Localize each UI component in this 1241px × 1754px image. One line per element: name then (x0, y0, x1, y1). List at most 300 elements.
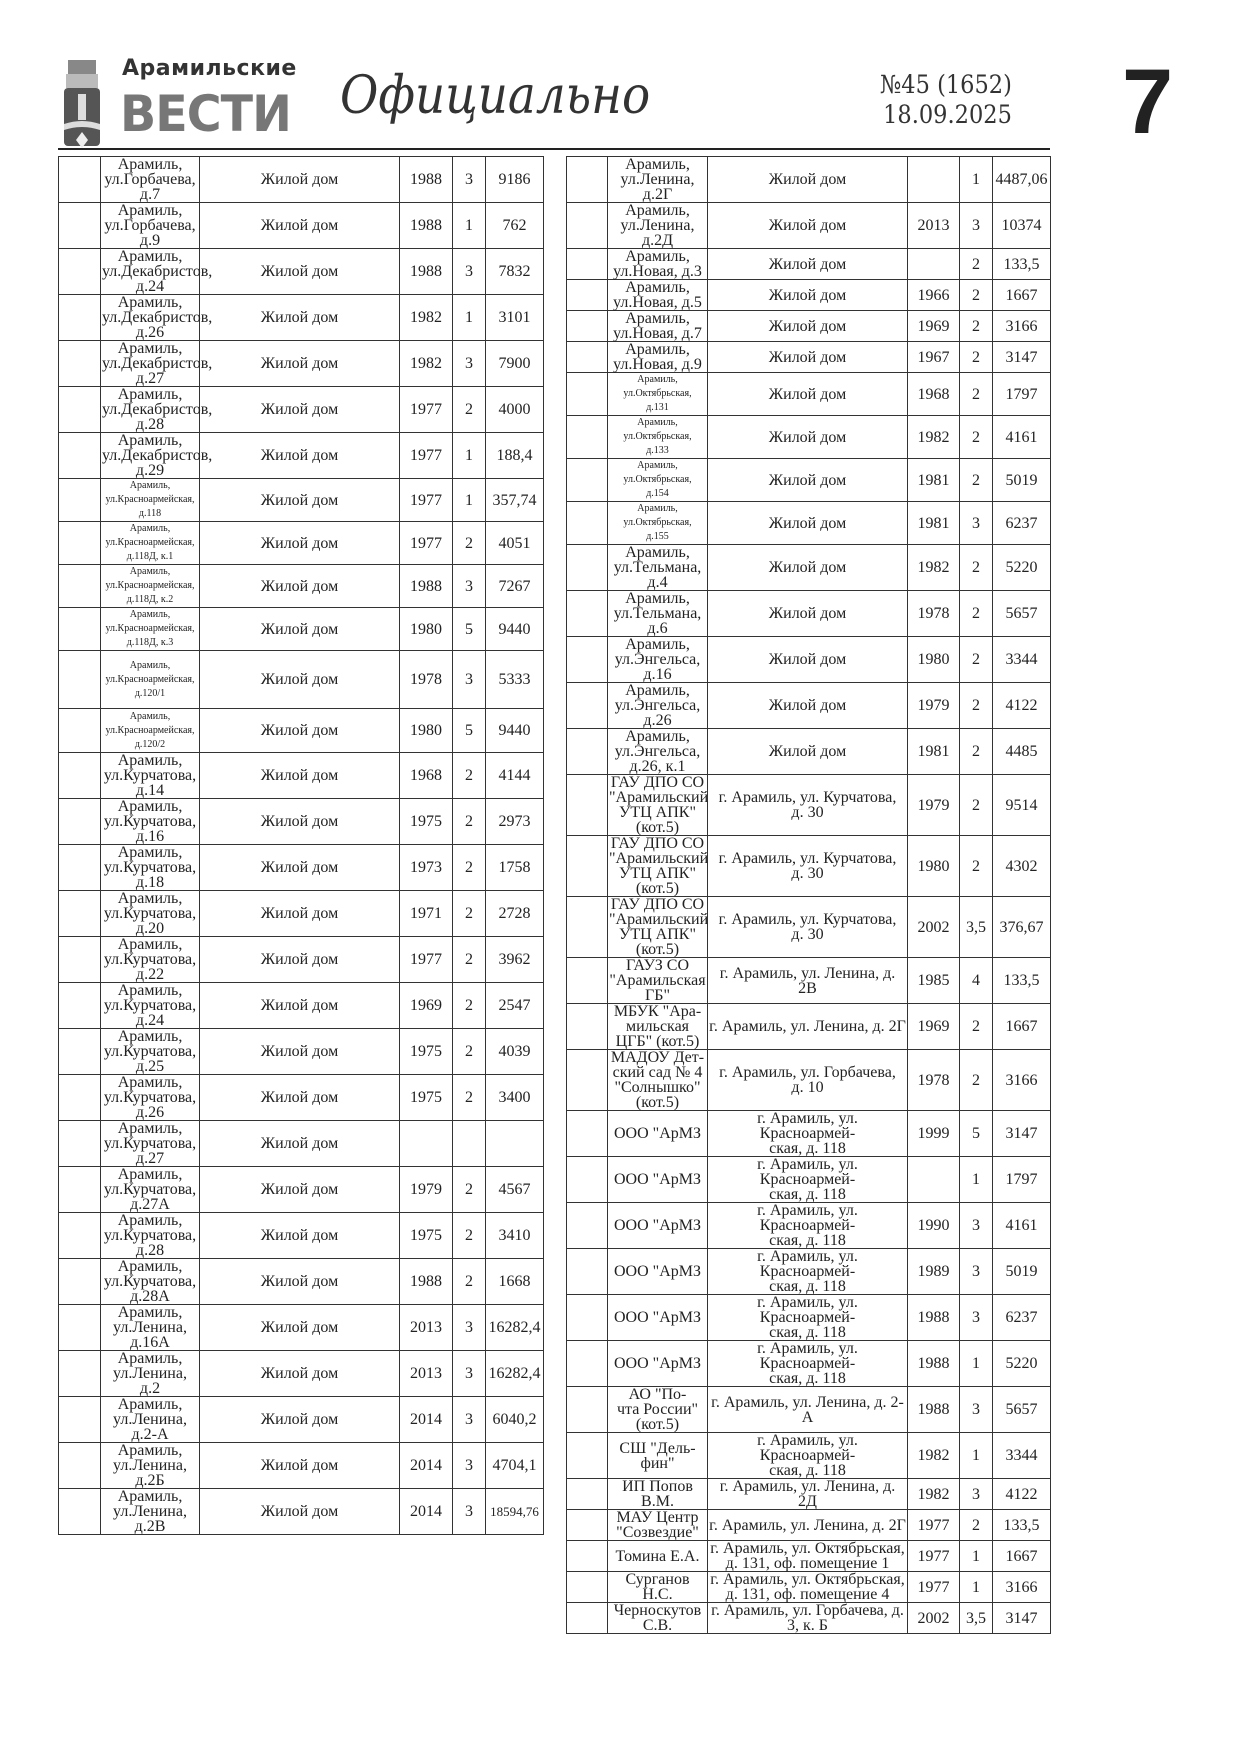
owner-address-cell: ГАУ ДПО СО "Арамильский УТЦ АПК" (кот.5) (609, 835, 709, 897)
owner-address-cell: Арамиль, ул.Красноармейская, д.120/2 (101, 709, 200, 753)
object-cell: г. Арамиль, ул. Ленина, д. 2Г (708, 1510, 908, 1541)
row-index-cell (59, 753, 101, 799)
row-index-cell (59, 845, 101, 891)
owner-address-cell: Арамиль, ул.Декабристов, д.29 (102, 432, 213, 479)
category-cell: 3 (453, 1443, 486, 1489)
owner-address-cell: Арамиль, ул.Октябрьская, д.131 (608, 373, 708, 416)
object-cell: Жилой дом (200, 565, 400, 608)
object-cell: Жилой дом (200, 295, 400, 341)
table-row (567, 1572, 1051, 1603)
year-cell: 1981 (908, 502, 960, 545)
year-cell: 1988 (908, 1387, 960, 1433)
year-cell: 2014 (400, 1489, 453, 1535)
table-row (59, 1397, 544, 1443)
owner-address-cell: Арамиль, ул.Горбачева, д.7 (101, 157, 200, 203)
row-index-cell (567, 416, 608, 459)
table-row (59, 845, 544, 891)
value-cell: 1797 (993, 373, 1051, 416)
value-cell (486, 1121, 544, 1167)
year-cell: 1975 (400, 1075, 453, 1121)
row-index-cell (567, 1572, 608, 1603)
year-cell: 1982 (400, 341, 453, 387)
category-cell: 3 (960, 1387, 993, 1433)
year-cell: 1979 (908, 683, 960, 729)
value-cell: 5333 (486, 651, 544, 709)
table-row (59, 1259, 544, 1305)
object-cell: Жилой дом (200, 249, 400, 295)
row-index-cell (59, 983, 101, 1029)
row-index-cell (59, 1121, 101, 1167)
row-index-cell (59, 1489, 101, 1535)
row-index-cell (567, 897, 608, 958)
table-row (59, 565, 544, 608)
row-index-cell (567, 1111, 608, 1157)
category-cell: 2 (453, 983, 486, 1029)
category-cell: 3 (960, 1203, 993, 1249)
value-cell: 3147 (993, 1111, 1051, 1157)
object-cell: Жилой дом (200, 651, 400, 709)
year-cell: 1977 (908, 1572, 960, 1603)
category-cell: 2 (960, 342, 993, 373)
owner-address-cell: Арамиль, ул.Горбачева, д.9 (101, 203, 200, 249)
year-cell: 2014 (400, 1397, 453, 1443)
row-index-cell (59, 1029, 101, 1075)
row-index-cell (567, 502, 608, 545)
object-cell: Жилой дом (200, 709, 400, 753)
row-index-cell (567, 836, 608, 897)
value-cell: 1797 (993, 1157, 1051, 1203)
value-cell: 1758 (486, 845, 544, 891)
table-row (59, 937, 544, 983)
owner-address-cell: Арамиль, ул.Тельмана, д.6 (608, 591, 708, 637)
category-cell: 2 (453, 845, 486, 891)
table-row (59, 433, 544, 479)
year-cell: 1988 (908, 1341, 960, 1387)
table-row (567, 775, 1051, 836)
row-index-cell (59, 1443, 101, 1489)
value-cell: 4704,1 (486, 1443, 544, 1489)
year-cell: 1989 (908, 1249, 960, 1295)
table-row (59, 1029, 544, 1075)
value-cell: 10374 (993, 203, 1051, 249)
table-row (567, 373, 1051, 416)
category-cell: 2 (960, 836, 993, 897)
table-row (59, 983, 544, 1029)
owner-address-cell: ООО "АрМЗ (608, 1203, 708, 1249)
value-cell: 5019 (993, 459, 1051, 502)
row-index-cell (567, 1603, 608, 1634)
table-row (567, 683, 1051, 729)
table-row (59, 1305, 544, 1351)
table-row (567, 1004, 1051, 1050)
table-row (59, 157, 544, 203)
row-index-cell (59, 1397, 101, 1443)
year-cell: 1977 (908, 1510, 960, 1541)
row-index-cell (59, 157, 101, 203)
value-cell: 4487,06 (993, 157, 1051, 203)
category-cell: 3 (453, 1489, 486, 1535)
category-cell: 1 (960, 1157, 993, 1203)
year-cell: 1977 (400, 479, 453, 522)
year-cell: 1988 (400, 565, 453, 608)
issue-info (880, 70, 1012, 130)
row-index-cell (567, 203, 608, 249)
category-cell: 2 (453, 1075, 486, 1121)
category-cell: 3 (453, 1351, 486, 1397)
category-cell: 2 (960, 729, 993, 775)
table-row (59, 651, 544, 709)
object-cell: г. Арамиль, ул. Красноармей- ская, д. 118 (708, 1249, 908, 1295)
year-cell: 1977 (400, 433, 453, 479)
year-cell: 2014 (400, 1443, 453, 1489)
object-cell: Жилой дом (200, 983, 400, 1029)
row-index-cell (59, 565, 101, 608)
value-cell: 6237 (993, 502, 1051, 545)
table-row (567, 459, 1051, 502)
table-row (59, 709, 544, 753)
object-cell: Жилой дом (200, 845, 400, 891)
table-row (59, 1443, 544, 1489)
owner-address-cell: СШ "Дель- фин" (608, 1433, 708, 1479)
header-divider (58, 148, 1050, 150)
value-cell: 18594,76 (486, 1489, 544, 1535)
row-index-cell (59, 608, 101, 651)
object-cell: Жилой дом (708, 373, 908, 416)
row-index-cell (567, 1295, 608, 1341)
owner-address-cell: АО "По- чта России" (кот.5) (608, 1387, 708, 1433)
table-row (59, 479, 544, 522)
owner-address-cell: Арамиль, ул.Курчатова, д.26 (101, 1075, 200, 1121)
owner-address-cell: Арамиль, ул.Курчатова, д.16 (101, 799, 200, 845)
owner-address-cell: Арамиль, ул.Ленина, д.2Д (608, 203, 708, 249)
table-row (59, 295, 544, 341)
category-cell: 2 (960, 683, 993, 729)
object-cell: Жилой дом (708, 280, 908, 311)
table-row (567, 203, 1051, 249)
category-cell: 2 (960, 1004, 993, 1050)
owner-address-cell: ООО "АрМЗ (608, 1341, 708, 1387)
table-row (59, 203, 544, 249)
value-cell: 133,5 (993, 1510, 1051, 1541)
object-cell: Жилой дом (200, 1489, 400, 1535)
value-cell: 133,5 (993, 249, 1051, 280)
row-index-cell (567, 1249, 608, 1295)
table-row (567, 545, 1051, 591)
year-cell: 1980 (908, 637, 960, 683)
table-row (59, 799, 544, 845)
object-cell: Жилой дом (200, 799, 400, 845)
row-index-cell (59, 203, 101, 249)
table-row (59, 249, 544, 295)
value-cell: 4039 (486, 1029, 544, 1075)
object-cell: Жилой дом (708, 157, 908, 203)
year-cell: 1969 (908, 1004, 960, 1050)
owner-address-cell: Арамиль, ул.Новая, д.7 (608, 311, 708, 342)
object-cell: Жилой дом (200, 1075, 400, 1121)
year-cell: 2002 (908, 1603, 960, 1634)
year-cell: 1988 (400, 203, 453, 249)
owner-address-cell: Арамиль, ул.Ленина, д.2Г (608, 157, 708, 203)
row-index-cell (567, 1510, 608, 1541)
year-cell: 1968 (400, 753, 453, 799)
object-cell: Жилой дом (708, 545, 908, 591)
object-cell: Жилой дом (200, 937, 400, 983)
object-cell: Жилой дом (708, 342, 908, 373)
value-cell: 188,4 (486, 433, 544, 479)
year-cell: 1999 (908, 1111, 960, 1157)
object-cell: Жилой дом (200, 891, 400, 937)
object-cell: Жилой дом (708, 459, 908, 502)
table-row (567, 729, 1051, 775)
table-row (59, 608, 544, 651)
year-cell: 1990 (908, 1203, 960, 1249)
year-cell: 1968 (908, 373, 960, 416)
table-row (567, 416, 1051, 459)
category-cell: 3 (453, 1305, 486, 1351)
object-cell: г. Арамиль, ул. Красноармей- ская, д. 118 (708, 1111, 908, 1157)
value-cell: 1667 (993, 1541, 1051, 1572)
value-cell: 3166 (993, 1572, 1051, 1603)
value-cell: 5220 (993, 1341, 1051, 1387)
owner-address-cell: Арамиль, ул.Курчатова, д.25 (101, 1029, 200, 1075)
object-cell: г. Арамиль, ул. Октябрьская, д. 131, оф. помещение 4 (708, 1572, 908, 1603)
year-cell: 1971 (400, 891, 453, 937)
row-index-cell (59, 1259, 101, 1305)
row-index-cell (59, 387, 101, 433)
year-cell: 2013 (400, 1305, 453, 1351)
year-cell: 1979 (908, 775, 960, 836)
value-cell: 4485 (993, 729, 1051, 775)
object-cell: Жилой дом (200, 1397, 400, 1443)
value-cell: 6237 (993, 1295, 1051, 1341)
brand-name-top: Арамильские (122, 56, 297, 81)
category-cell: 3 (960, 1249, 993, 1295)
year-cell: 1985 (908, 958, 960, 1004)
object-cell: Жилой дом (200, 1305, 400, 1351)
row-index-cell (567, 958, 608, 1004)
table-row (567, 502, 1051, 545)
object-cell: г. Арамиль, ул. Курчатова, д. 30 (708, 775, 908, 836)
year-cell: 1975 (400, 1213, 453, 1259)
table-row (567, 157, 1051, 203)
row-index-cell (59, 522, 101, 565)
table-row (59, 1075, 544, 1121)
owner-address-cell: ООО "АрМЗ (608, 1111, 708, 1157)
value-cell: 6040,2 (486, 1397, 544, 1443)
row-index-cell (59, 249, 101, 295)
row-index-cell (59, 799, 101, 845)
category-cell: 2 (453, 937, 486, 983)
row-index-cell (59, 891, 101, 937)
year-cell: 1975 (400, 799, 453, 845)
row-index-cell (567, 1341, 608, 1387)
row-index-cell (59, 341, 101, 387)
table-row (567, 1510, 1051, 1541)
value-cell: 4302 (993, 836, 1051, 897)
value-cell: 3344 (993, 637, 1051, 683)
value-cell: 3962 (486, 937, 544, 983)
year-cell: 1969 (400, 983, 453, 1029)
table-row (567, 280, 1051, 311)
owner-address-cell: ООО "АрМЗ (608, 1295, 708, 1341)
owner-address-cell: Арамиль, ул.Ленина, д.16А (101, 1305, 200, 1351)
owner-address-cell: Сурганов Н.С. (608, 1572, 708, 1603)
value-cell: 3166 (993, 1050, 1051, 1111)
table-row (567, 1203, 1051, 1249)
row-index-cell (567, 1479, 608, 1510)
object-cell: г. Арамиль, ул. Ленина, д. 2Г (708, 1004, 908, 1050)
category-cell: 1 (960, 157, 993, 203)
value-cell: 2973 (486, 799, 544, 845)
owner-address-cell: Арамиль, ул.Курчатова, д.27А (101, 1167, 200, 1213)
year-cell (400, 1121, 453, 1167)
year-cell: 1982 (908, 1433, 960, 1479)
table-row (567, 1341, 1051, 1387)
object-cell: г. Арамиль, ул. Курчатова, д. 30 (708, 897, 908, 958)
table-row (59, 1121, 544, 1167)
table-row (567, 637, 1051, 683)
object-cell: Жилой дом (708, 683, 908, 729)
category-cell: 2 (960, 280, 993, 311)
year-cell: 1982 (908, 545, 960, 591)
row-index-cell (567, 637, 608, 683)
category-cell: 2 (960, 373, 993, 416)
value-cell: 4051 (486, 522, 544, 565)
value-cell: 7832 (486, 249, 544, 295)
table-row (567, 897, 1051, 958)
year-cell: 1978 (400, 651, 453, 709)
owner-address-cell: Арамиль, ул.Ленина, д.2 (101, 1351, 200, 1397)
year-cell: 1988 (400, 249, 453, 295)
value-cell: 3147 (993, 1603, 1051, 1634)
category-cell: 2 (960, 637, 993, 683)
owner-address-cell: ООО "АрМЗ (608, 1157, 708, 1203)
object-cell: г. Арамиль, ул. Горбачева, д. 10 (708, 1050, 908, 1111)
category-cell: 2 (960, 1510, 993, 1541)
value-cell: 4000 (486, 387, 544, 433)
object-cell: Жилой дом (708, 203, 908, 249)
value-cell: 16282,4 (486, 1351, 544, 1397)
category-cell: 5 (453, 608, 486, 651)
object-cell: Жилой дом (200, 433, 400, 479)
section-title: Официально (340, 66, 651, 126)
year-cell: 2002 (908, 897, 960, 958)
value-cell: 1667 (993, 1004, 1051, 1050)
year-cell: 1988 (400, 1259, 453, 1305)
table-row (567, 249, 1051, 280)
object-cell: Жилой дом (708, 311, 908, 342)
object-cell: Жилой дом (200, 1029, 400, 1075)
row-index-cell (567, 729, 608, 775)
row-index-cell (567, 157, 608, 203)
row-index-cell (567, 591, 608, 637)
owner-address-cell: Арамиль, ул.Декабристов, д.26 (102, 294, 213, 341)
category-cell: 2 (453, 799, 486, 845)
value-cell: 3410 (486, 1213, 544, 1259)
year-cell: 1979 (400, 1167, 453, 1213)
year-cell (908, 1157, 960, 1203)
row-index-cell (567, 249, 608, 280)
object-cell: г. Арамиль, ул. Ленина, д. 2Д (708, 1479, 908, 1510)
owner-address-cell: ГАУ ДПО СО "Арамильский УТЦ АПК" (кот.5) (609, 774, 709, 836)
object-cell: Жилой дом (708, 416, 908, 459)
owner-address-cell: Арамиль, ул.Новая, д.9 (608, 342, 708, 373)
value-cell: 1668 (486, 1259, 544, 1305)
table-row (567, 1295, 1051, 1341)
value-cell: 4122 (993, 1479, 1051, 1510)
year-cell: 1981 (908, 729, 960, 775)
row-index-cell (567, 545, 608, 591)
owner-address-cell: ООО "АрМЗ (608, 1249, 708, 1295)
value-cell: 3400 (486, 1075, 544, 1121)
value-cell: 357,74 (486, 479, 544, 522)
value-cell: 762 (486, 203, 544, 249)
category-cell: 3 (453, 1397, 486, 1443)
category-cell: 4 (960, 958, 993, 1004)
value-cell: 5019 (993, 1249, 1051, 1295)
object-cell: г. Арамиль, ул. Красноармей- ская, д. 118 (708, 1203, 908, 1249)
table-row (59, 341, 544, 387)
category-cell: 2 (960, 311, 993, 342)
row-index-cell (59, 651, 101, 709)
year-cell: 1988 (908, 1295, 960, 1341)
owner-address-cell: Арамиль, ул.Красноармейская, д.118Д, к.3 (101, 608, 200, 651)
category-cell: 2 (453, 1167, 486, 1213)
category-cell: 1 (960, 1572, 993, 1603)
year-cell (908, 249, 960, 280)
row-index-cell (567, 1157, 608, 1203)
issue-number: №45 (1652) (880, 70, 1012, 99)
value-cell: 4161 (993, 416, 1051, 459)
value-cell: 4122 (993, 683, 1051, 729)
category-cell: 2 (453, 522, 486, 565)
value-cell: 7267 (486, 565, 544, 608)
table-row (567, 1603, 1051, 1634)
object-cell: Жилой дом (708, 249, 908, 280)
row-index-cell (59, 1213, 101, 1259)
value-cell: 4567 (486, 1167, 544, 1213)
category-cell: 1 (453, 433, 486, 479)
page-number: 7 (1122, 51, 1174, 153)
owner-address-cell: ГАУ ДПО СО "Арамильский УТЦ АПК" (кот.5) (609, 896, 709, 958)
year-cell: 1978 (908, 1050, 960, 1111)
category-cell: 3,5 (960, 897, 993, 958)
category-cell: 1 (960, 1433, 993, 1479)
owner-address-cell: Арамиль, ул.Курчатова, д.18 (101, 845, 200, 891)
value-cell: 9514 (993, 775, 1051, 836)
row-index-cell (567, 459, 608, 502)
owner-address-cell: Арамиль, ул.Октябрьская, д.133 (608, 416, 708, 459)
object-cell: Жилой дом (200, 1121, 400, 1167)
value-cell: 3344 (993, 1433, 1051, 1479)
object-cell: Жилой дом (200, 1259, 400, 1305)
owner-address-cell: Арамиль, ул.Красноармейская, д.118Д, к.1 (101, 522, 200, 565)
category-cell: 1 (453, 203, 486, 249)
value-cell: 9186 (486, 157, 544, 203)
object-cell: г. Арамиль, ул. Ленина, д. 2-А (708, 1387, 908, 1433)
year-cell: 1982 (908, 1479, 960, 1510)
table-row (567, 342, 1051, 373)
row-index-cell (567, 1541, 608, 1572)
category-cell: 2 (960, 545, 993, 591)
object-cell: Жилой дом (708, 637, 908, 683)
object-cell: Жилой дом (200, 479, 400, 522)
object-cell: Жилой дом (200, 1213, 400, 1259)
table-row (567, 311, 1051, 342)
year-cell: 1982 (400, 295, 453, 341)
year-cell: 1988 (400, 157, 453, 203)
row-index-cell (567, 1203, 608, 1249)
